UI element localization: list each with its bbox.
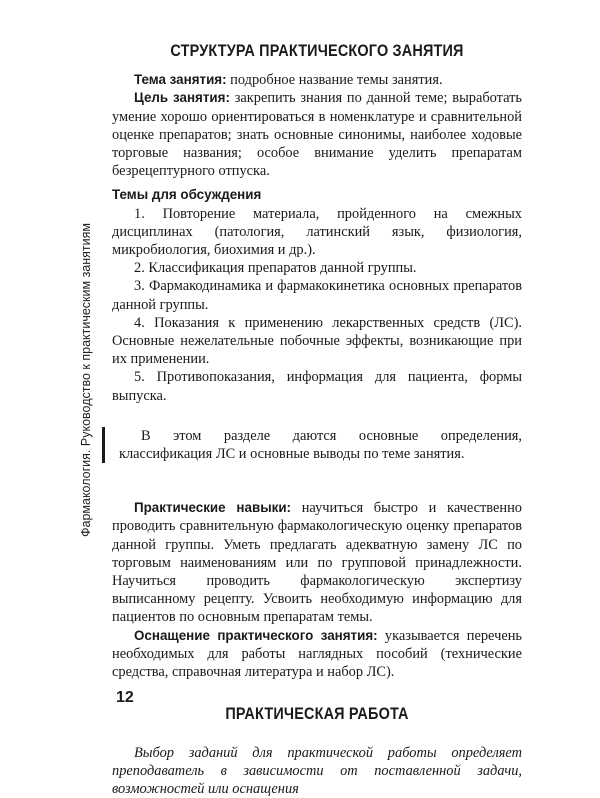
discussion-item-4: 4. Показания к применению лекарственных средств (ЛС). Основные нежелательные побочные эффекты, возникающие при их применении. — [112, 314, 522, 369]
equipment-label: Оснащение практического занятия: — [134, 628, 378, 643]
section-title: СТРУКТУРА ПРАКТИЧЕСКОГО ЗАНЯТИЯ — [141, 42, 494, 60]
discussion-item-5: 5. Противопоказания, информация для пациента, формы выпуска. — [112, 368, 522, 404]
running-header-vertical: Фармакология. Руководство к практическим занятиям — [79, 223, 93, 537]
topic-label: Тема занятия: — [134, 72, 227, 87]
skills-paragraph — [112, 499, 522, 626]
page-number: 12 — [116, 689, 134, 707]
goal-paragraph — [112, 89, 522, 180]
page-content — [112, 42, 522, 798]
discussion-item-3: 3. Фармакодинамика и фармакокинетика основных препаратов данной группы. — [112, 277, 522, 313]
note-block — [102, 427, 522, 463]
discussion-item-2: 2. Классификация препаратов данной группы. — [112, 259, 522, 277]
discussion-heading: Темы для обсуждения — [112, 186, 522, 204]
discussion-item-1: 1. Повторение материала, пройденного на смежных дисциплинах (патология, латинский язык, физиология, микробиология, биохимия и др.). — [112, 205, 522, 260]
goal-text: закрепить знания по данной теме; выработать умение хорошо ориентироваться в номенклатуре и сравнительной оценке препаратов; знать основные синонимы, наиболее ходовые торговые названия; особое внимание уделить препаратам безрецептурного отпуска. — [112, 90, 522, 179]
topic-paragraph — [112, 71, 522, 89]
practical-work-text: Выбор заданий для практической работы определяет преподаватель в зависимости от поставленной задачи, возможностей или оснащения — [112, 744, 522, 798]
goal-label: Цель занятия: — [134, 90, 230, 105]
topic-text: подробное название темы занятия. — [227, 72, 443, 88]
equipment-paragraph — [112, 627, 522, 682]
skills-text: научиться быстро и качественно проводить сравнительную фармакологическую оценку препаратов данной группы. Уметь предлагать адекватную замену ЛС по торговым наименованиям или по групповой принадлежности. Научиться проводить фармакологическую экспертизу выписанному рецепту. Усвоить необходимую информацию для пациентов по основным препаратам темы. — [112, 500, 522, 625]
skills-label: Практические навыки: — [134, 500, 291, 515]
equipment-text: указывается перечень необходимых для работы наглядных пособий (технические средства, справочная литература и набор ЛС). — [112, 628, 522, 680]
practical-work-title: ПРАКТИЧЕСКАЯ РАБОТА — [141, 705, 494, 723]
note-text: В этом разделе даются основные определения, классификация ЛС и основные выводы по теме занятия. — [119, 427, 522, 463]
